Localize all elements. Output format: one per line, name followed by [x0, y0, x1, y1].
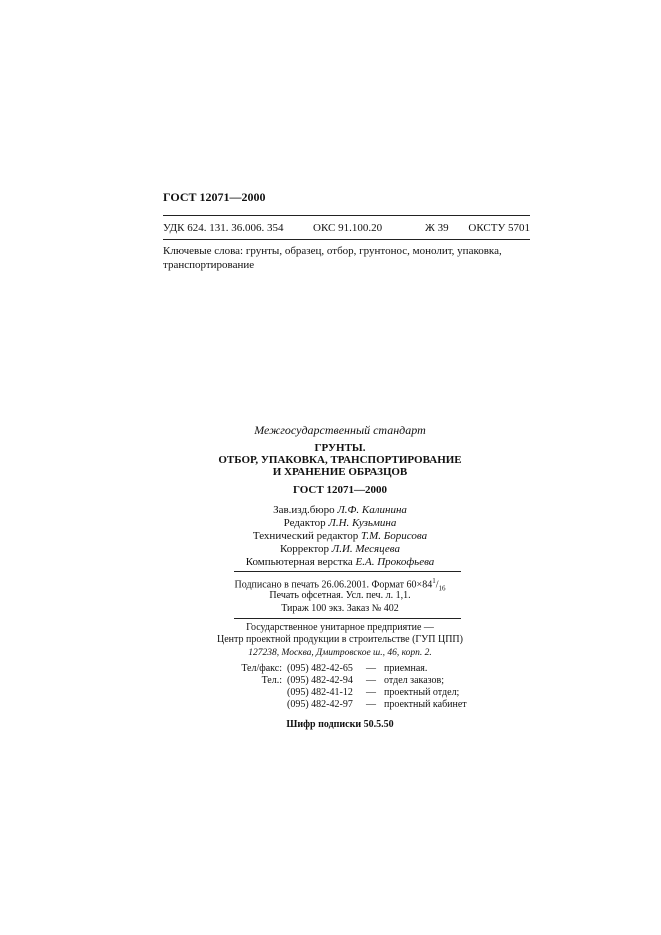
staff-row [180, 517, 500, 529]
staff-name: Л.Ф. Калинина [337, 504, 407, 516]
contact-dept: приемная. [384, 663, 428, 674]
staff-name: Л.И. Месяцева [331, 543, 401, 555]
contact-row [200, 687, 460, 699]
title-line-2: ОТБОР, УПАКОВКА, ТРАНСПОРТИРОВАНИЕ [218, 454, 462, 466]
staff-row [180, 504, 500, 516]
contact-row [200, 699, 467, 711]
staff-row [180, 543, 500, 555]
staff-role: Зав.изд.бюро [273, 504, 335, 516]
contact-phone: (095) 482-42-65 [287, 663, 353, 674]
title-line-3: И ХРАНЕНИЕ ОБРАЗЦОВ [272, 466, 408, 478]
colophon-gost: ГОСТ 12071—2000 [293, 484, 387, 496]
staff-role: Компьютерная верстка [245, 556, 353, 568]
contact-phone: (095) 482-41-12 [287, 687, 353, 698]
oks-code: ОКС 91.100.20 [313, 222, 383, 234]
staff-name: Л.Н. Кузьмина [328, 517, 397, 529]
format-sub: 16 [438, 584, 446, 593]
classification-rule [163, 239, 530, 240]
contact-phone: (095) 482-42-94 [287, 675, 353, 686]
staff-role: Технический редактор [252, 530, 359, 542]
publisher-line-1: Государственное унитарное предприятие — [246, 622, 434, 633]
staff-role: Редактор [283, 517, 326, 529]
format-sup: 1 [432, 577, 436, 585]
title-line-1: ГРУНТЫ. [314, 442, 366, 454]
contact-dept: отдел заказов; [384, 675, 445, 686]
standard-type: Межгосударственный стандарт [254, 423, 426, 437]
contact-label: Тел/факс: [241, 663, 282, 674]
publisher-address: 127238, Москва, Дмитровское ш., 46, корп. 2. [248, 648, 432, 658]
print-rule [234, 618, 461, 619]
contact-row [200, 663, 460, 675]
contact-row [200, 675, 460, 687]
header-rule [163, 215, 530, 216]
zh-code: Ж 39 [425, 222, 449, 234]
contact-label: Тел.: [261, 675, 282, 686]
contact-dept: проектный кабинет [384, 699, 467, 710]
staff-row [180, 556, 500, 568]
publisher-line-2: Центр проектной продукции в строительстве (ГУП ЦПП) [217, 634, 463, 645]
print-signed-text: Подписано в печать 26.06.2001. Формат 60×84 [234, 579, 433, 591]
colophon-rule [234, 571, 461, 572]
staff-name: Е.А. Прокофьева [355, 556, 435, 568]
contact-phone: (095) 482-42-97 [287, 699, 353, 710]
contact-dash: — [366, 663, 376, 674]
contact-dash: — [366, 687, 376, 698]
staff-role: Корректор [279, 543, 330, 555]
print-type: Печать офсетная. Усл. печ. л. 1,1. [269, 590, 411, 601]
contact-dash: — [366, 675, 376, 686]
print-run: Тираж 100 экз. Заказ № 402 [281, 603, 399, 614]
format-slash: / [435, 579, 439, 591]
document-code: ГОСТ 12071—2000 [163, 190, 266, 204]
contact-dash: — [366, 699, 376, 710]
udk-code: УДК 624. 131. 36.006. 354 [163, 222, 284, 234]
contact-dept: проектный отдел; [384, 687, 460, 698]
keywords-line-1: Ключевые слова: грунты, образец, отбор, грунтонос, монолит, упаковка, [163, 245, 502, 257]
classification-row [163, 222, 530, 238]
staff-name: Т.М. Борисова [360, 530, 428, 542]
subscription-cipher: Шифр подписки 50.5.50 [286, 719, 394, 730]
okstu-code: ОКСТУ 5701 [468, 222, 530, 234]
keywords-line-2: транспортирование [163, 259, 255, 271]
staff-row [180, 530, 500, 542]
